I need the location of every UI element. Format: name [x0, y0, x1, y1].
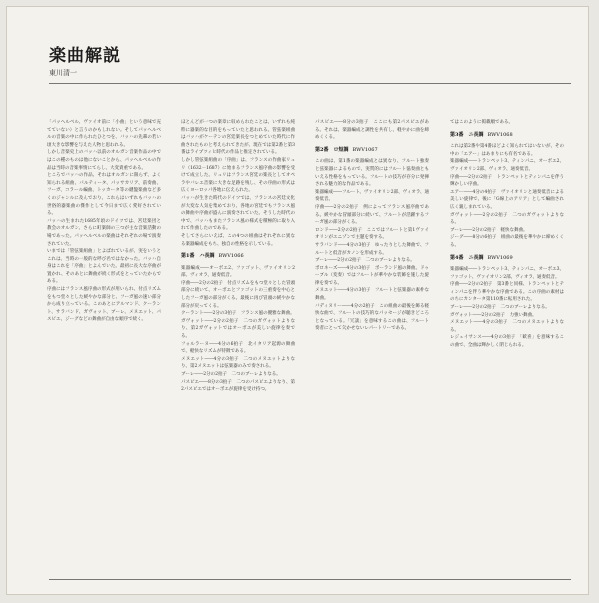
text-column-3 — [315, 119, 429, 333]
bwv-number: BWV1066 — [218, 253, 244, 260]
top-divider — [49, 83, 571, 84]
section-title: 第1番 ハ長調 — [181, 253, 215, 260]
paragraph: 楽器編成――オーボエ2、ファゴット、ヴァイオリン2部、ヴィオラ、通奏低音。 — [181, 265, 295, 279]
paragraph: ブーレ――2分の2拍子 二つのブーレよりなる。 — [315, 258, 415, 264]
bottom-divider — [49, 579, 571, 580]
paragraph: パスピエ――8分の3拍子 ここにも第2パスピエがある。それは、楽器編成と調性を共有し、軽やかに曲を締めくくる。 — [315, 120, 429, 141]
paragraph: クーラント――2分の3拍子 フランス風の優雅な舞曲。 — [181, 311, 295, 317]
paragraph: 「パッヘルベル、ヴァイオ前に「小曲」という意味で充てていない）と言うのかもしれない。そしてパッヘルベルの音楽の中に作られたひとつを、バッハの先輩の若い頃大きな影響を与えた人物と思われる。 — [47, 120, 161, 148]
author-name: 東川清一 — [49, 69, 77, 77]
section-heading — [450, 132, 564, 140]
paragraph: ブーレ――2分の2拍子 軽快な舞曲。 — [450, 227, 528, 233]
bwv-number: BWV1068 — [487, 131, 513, 138]
paragraph: ところでバッハの作品、それはオルガンに限らず、よく知られる組曲、パルティータ、パッサカリア、前奏曲、フーガ、コラール編曲、トッカータ等の鍵盤楽曲など多くのジャンルに及んでおり、これらはいずれもバッハの世俗的器楽曲の傑作として今日まで広く愛好されている。 — [47, 173, 161, 217]
section-title: 第3番 ニ長調 — [450, 131, 484, 138]
paragraph: ガヴォット――2分の2拍子 二つのガヴォットよりなる。 — [450, 212, 564, 226]
paragraph: パスピエ――8分の3拍子 二つのパスピエよりなり、第2パスピエではオーボエが旋律を受け持つ。 — [181, 379, 295, 393]
paragraph: 楽器編成――トランペット3、ティンパニ、オーボエ3、ファゴット、ヴァイオリン2部、ヴィオラ、通奏低音。 — [450, 267, 564, 280]
paragraph: メヌエット――4分の3拍子 二つのメヌエットよりなる。 — [450, 320, 564, 333]
section-heading — [181, 253, 295, 261]
paragraph: メヌエット――4分の3拍子 フルートと弦楽器の素朴な舞曲。 — [315, 288, 429, 302]
paragraph: ブーレ――2分の2拍子 二つのブーレよりなる。 — [181, 372, 281, 377]
text-column-2 — [181, 119, 295, 394]
paragraph: 序曲――2分の2拍子 トランペットとティンパニを伴う輝かしい序曲。 — [450, 174, 564, 188]
paragraph: メヌエット――4分の3拍子 二つのメヌエットよりなり、第2メヌエットは弦楽器のみで奏される。 — [181, 356, 295, 370]
text-column-4 — [450, 119, 564, 350]
bwv-number: BWV1069 — [487, 254, 513, 261]
paragraph: 序曲――2分の2拍子 例によってフランス風序曲である。緩やかな冒頭部分に続いて、フルートが活躍するフーガ風の部分がくる。 — [315, 204, 429, 226]
paragraph: 楽器編成――トランペット3、ティンパニ、オーボエ2、ヴァイオリン2部、ヴィオラ、通奏低音。 — [450, 159, 564, 172]
paragraph: ブーレ――2分の2拍子 二つのブーレよりなる。 — [450, 305, 550, 311]
paragraph: バッハの生まれた1685年頃のドイツでは、宮廷楽団と教会のオルガン、さらに町楽師の三つが主な音楽活動の場であった。パッヘルベルの楽曲はそれぞれの場で演奏されていた。 — [47, 218, 161, 247]
paragraph: ロンド――2分の2拍子 ここではフルートと第1ヴァイオリンがユニゾンで主題を奏する。 — [315, 227, 429, 241]
section-heading — [450, 255, 564, 263]
paragraph: バディヌリー――4分の2拍子 この組曲の最後を飾る軽快な曲で、フルートの技巧的なパッセージが聴きどころとなっている。「冗談」を意味するこの曲は、フルート奏者にとって欠かせないレパートリーである。 — [315, 303, 429, 332]
text-column-1 — [47, 119, 161, 324]
paragraph: フォルラーヌ――4分の6拍子 北イタリア起源の舞曲で、軽快なリズムが特徴である。 — [181, 341, 295, 355]
paragraph: ポロネーズ――4分の3拍子 ポーランド風の舞曲。ドゥーブル（変奏）ではフルートが華やかな装飾を施した旋律を奏でる。 — [315, 265, 429, 286]
paragraph: エアー――4分の4拍子 ヴァイオリンと通奏低音による美しい旋律で、後に「G線上のアリア」として編曲され広く親しまれている。 — [450, 189, 564, 210]
paragraph: ジーグ――8分の6拍子 組曲の最後を華やかに締めくくる。 — [450, 235, 564, 248]
paragraph: レジュイサンス――4分の3拍子 「歓喜」を意味するこの曲で、全曲は輝かしく閉じられる。 — [450, 335, 564, 349]
paragraph: バッハが生きた時代のドイツでは、フランスの宮廷文化が大変な人気を集めており、各地の宮廷でもフランス風の舞曲や序曲が盛んに演奏されていた。そうした時代の中で、バッハもまたフランス風の様式を積極的に取り入れて作曲したのである。 — [181, 195, 295, 232]
paragraph: ガヴォット――2分の2拍子 力強い舞曲。 — [450, 312, 537, 318]
paragraph: 序曲――2分の2拍子 付点リズムをもつ堂々とした冒頭部分に続いて、オーボエとファゴットの三重奏を中心としたフーガ風の部分がくる。最後に再び冒頭の緩やかな部分が戻ってくる。 — [181, 280, 295, 309]
paragraph: てはこのように掲載順である。 — [450, 120, 513, 125]
liner-notes-page — [6, 6, 589, 595]
paragraph: しかし音楽史上のバッハ以前のオルガン音楽作品の中ではこの種のものは他にないことから、パッヘルベルの作品は当時の音楽事情にてらし、大変貴重である。 — [47, 150, 161, 171]
section-title: 第2番 ロ短調 — [315, 146, 349, 153]
bwv-number: BWV1067 — [352, 146, 378, 153]
paragraph: 楽器編成――フルート、ヴァイオリン2部、ヴィオラ、通奏低音。 — [315, 189, 429, 203]
paragraph: ガヴォット――2分の2拍子 二つのガヴォットよりなり、第2ガヴォットではオーボエが美しい旋律を奏でる。 — [181, 318, 295, 340]
paragraph: これは第2番や第4番ほどよく知られてはいないが、その中の「エアー」はあまりにも有名である。 — [450, 144, 564, 157]
paragraph: この曲は、第1番の楽器編成とは異なり、フルート独奏と弦楽器によるもので、実質的にはフルート協奏曲ともいえる性格をもっている。フルートの技巧が存分に発揮される魅力的な作品である。 — [315, 159, 429, 188]
page-title: 楽曲解説 — [49, 46, 121, 66]
paragraph: 序曲――2分の2拍子 第3番と同様、トランペットとティンパニを伴う華やかな序曲である。この序曲の素材はのちにカンタータ第110番に転用された。 — [450, 282, 564, 303]
paragraph: いまでは「管弦楽組曲」とよばれているが、実をいうとこれは、当時の一般的な呼び名ではなかった。バッハ自身はこれを「序曲」とよんでいた。最初に長大な序曲が置かれ、そのあとに舞曲が続く形式をとっていたからである。 — [47, 249, 161, 285]
paragraph: サラバンド――4分の3拍子 ゆったりとした舞曲で、フルートと低音がカノンを形成する。 — [315, 242, 429, 256]
paragraph: そしてさらにいえば、この4つの組曲はそれぞれに異なる楽器編成をもち、独自の性格を示している。 — [181, 233, 295, 247]
section-title: 第4番 ニ長調 — [450, 254, 484, 261]
paragraph: ほとんどが一つの楽章に収められたことは、いずれも純粋に器楽的な目的をもっていたと思われる。管弦楽組曲はバッハがケーテンの宮廷楽長をつとめていた時代に作曲されたものと考えられてきたが、現在では第2番と第3番はライプツィヒ時代の作品と推定されている。 — [181, 120, 295, 156]
paragraph: しかし管弦楽組曲の「序曲」は、フランスの作曲家リュリ（1632－1687）に始まるフランス風序曲の影響を受けて成立した。リュリはフランス宮廷の楽長としてオペラやバレエ音楽に大きな足跡を残し、その序曲の形式は広くヨーロッパ各地に伝えられた。 — [181, 157, 295, 194]
paragraph: 序曲にはフランス風序曲の形式が用いられ、付点リズムをもつ堂々とした緩やかな部分と、フーガ風の速い部分から成り立っている。このあとにアルマンド、クーラント、サラバンド、ガヴォット、ブーレ、メヌエット、パスピエ、ジーグなどの舞曲が自由な順序で続く。 — [47, 287, 161, 323]
section-heading — [315, 147, 429, 155]
